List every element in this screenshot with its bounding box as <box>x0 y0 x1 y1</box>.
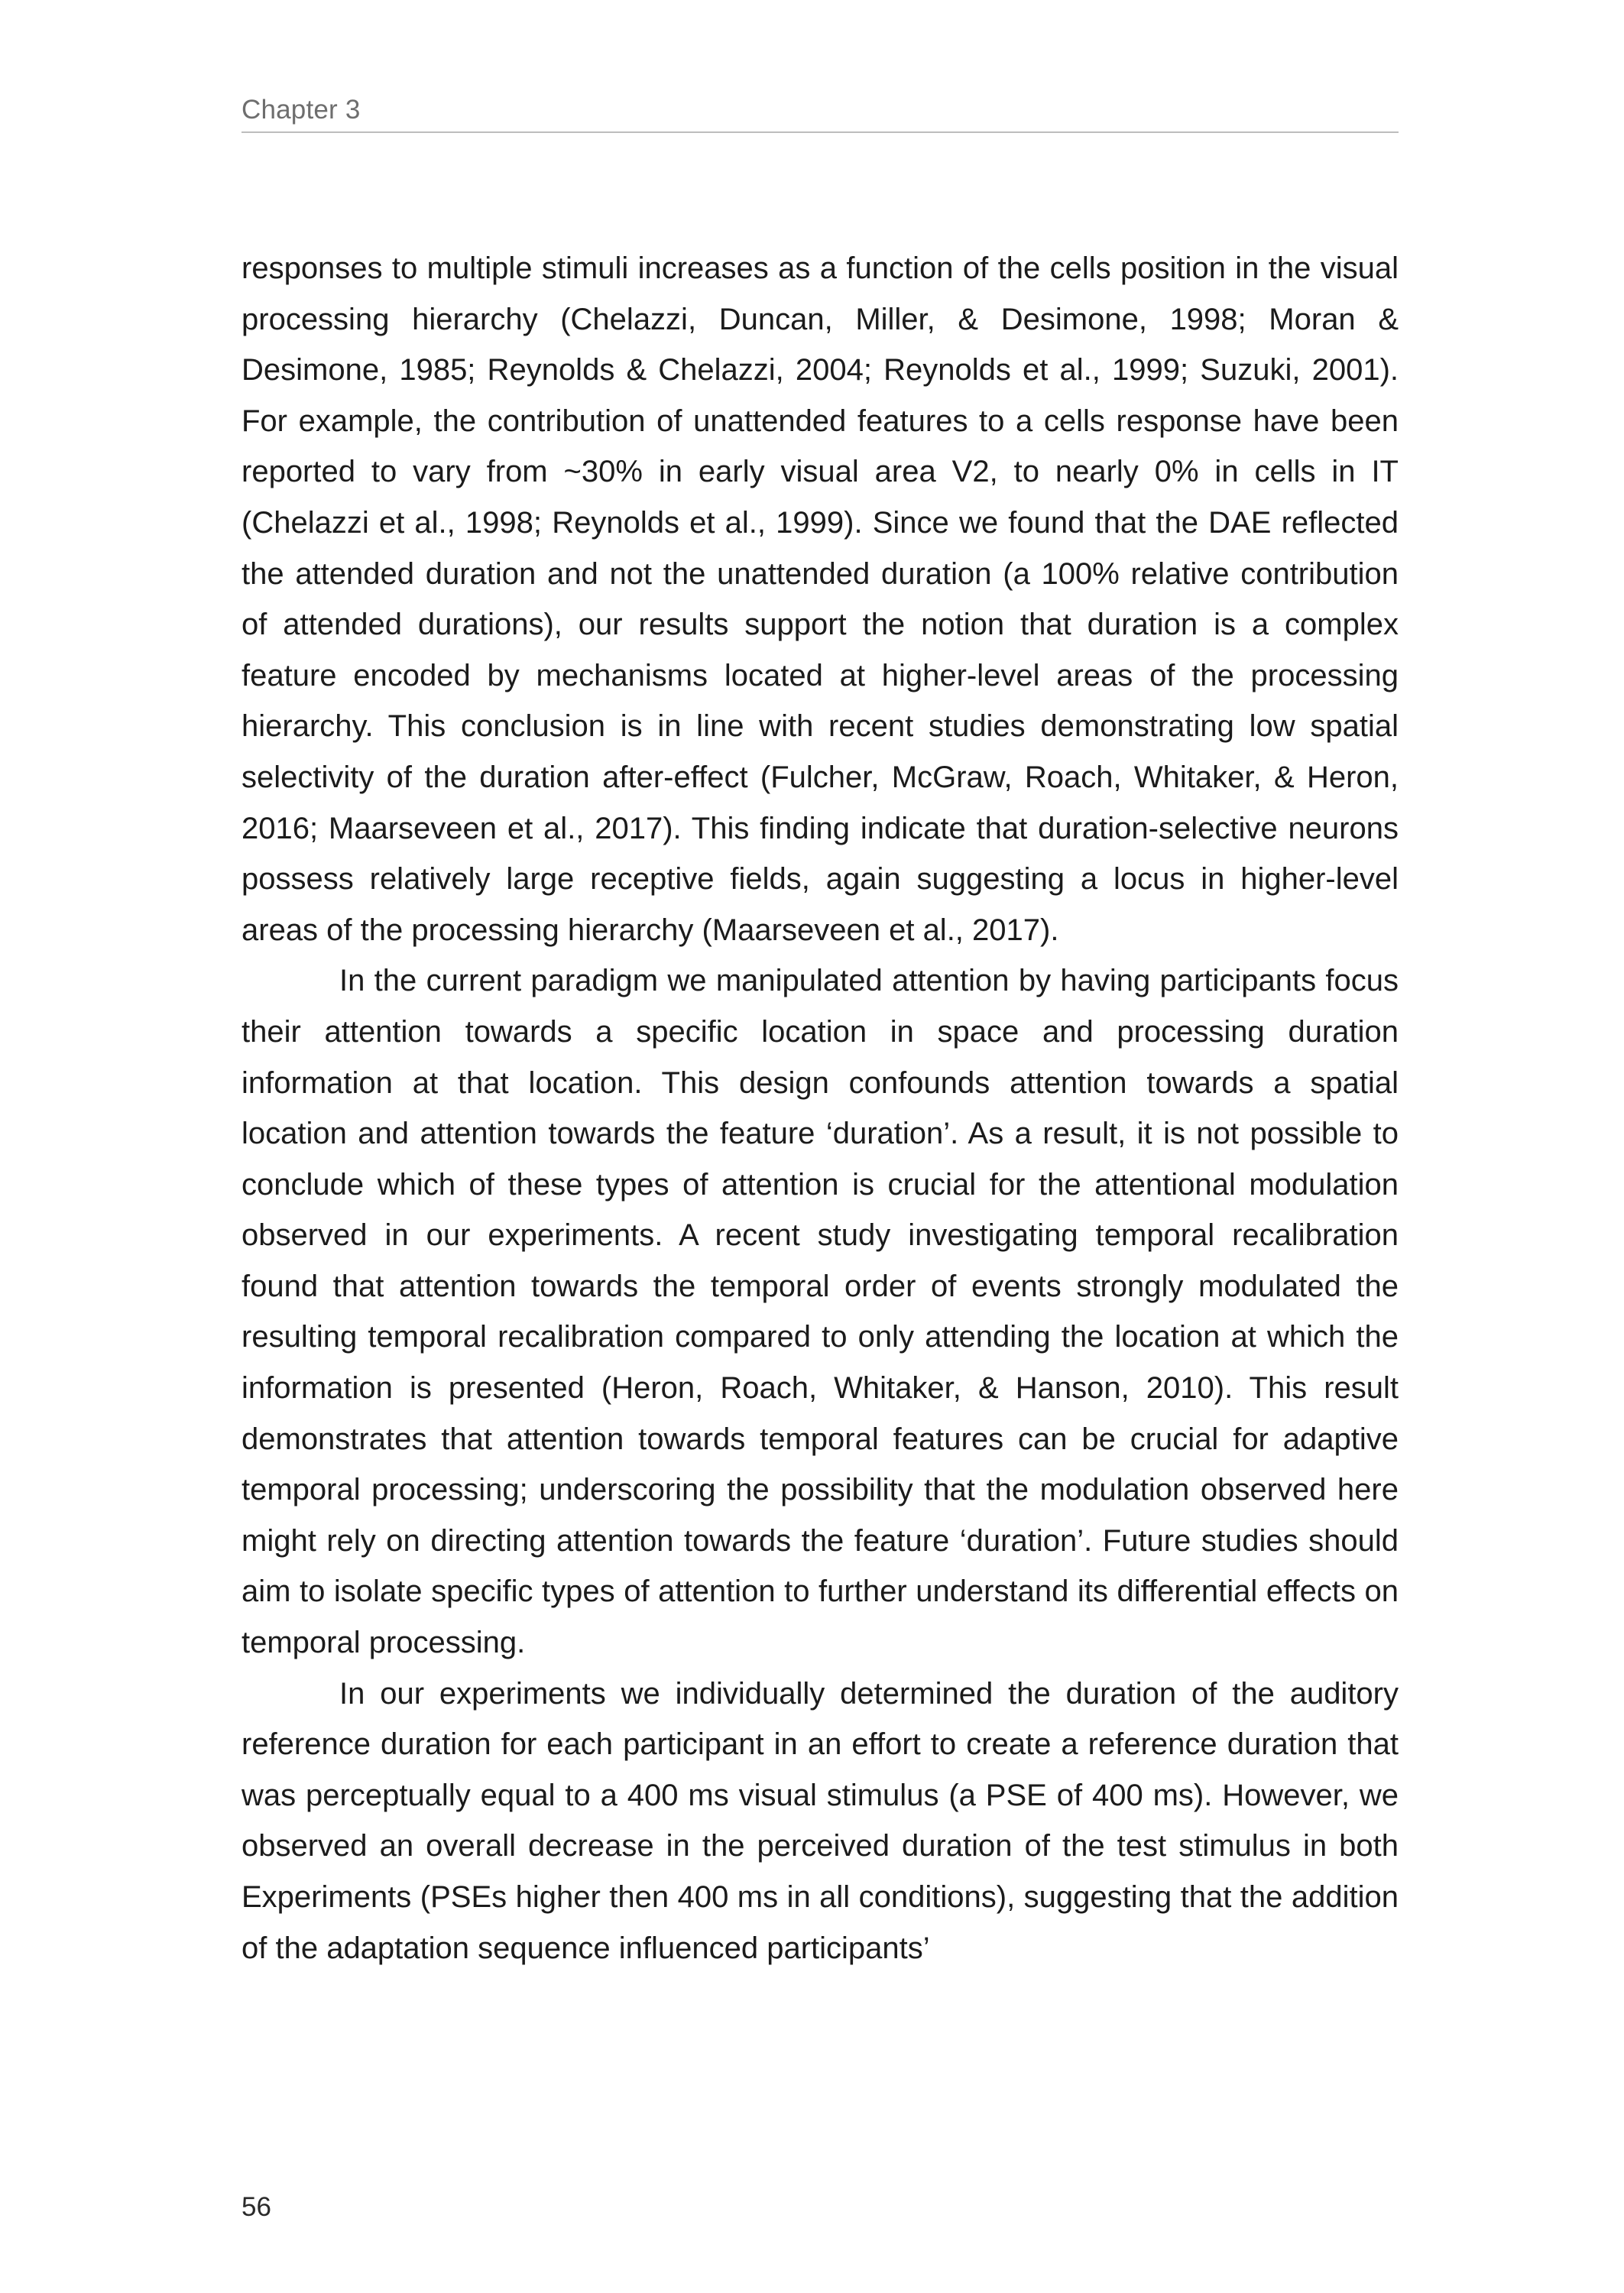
chapter-label: Chapter 3 <box>241 95 361 125</box>
paragraph-1: responses to multiple stimuli increases as a function of the cells position in the visual processing hierarchy (Chelazzi, Duncan, Miller, & Desimone, 1998; Moran & Desimone, 1985; Reynolds & Chelazzi, 2004; Reynolds et al., 1999; Suzuki, 2001). For example, the contribution of unattended features to a cells response have been reported to vary from ~30% in early visual area V2, to nearly 0% in cells in IT (Chelazzi et al., 1998; Reynolds et al., 1999). Since we found that the DAE reflected the attended duration and not the unattended duration (a 100% relative contribution of attended durations), our results support the notion that duration is a complex feature encoded by mechanisms located at higher-level areas of the processing hierarchy. This conclusion is in line with recent studies demonstrating low spatial selectivity of the duration after-effect (Fulcher, McGraw, Roach, Whitaker, & Heron, 2016; Maarseveen et al., 2017). This finding indicate that duration-selective neurons possess relatively large receptive fields, again suggesting a locus in higher-level areas of the processing hierarchy (Maarseveen et al., 2017). <box>241 251 1399 947</box>
running-header <box>241 93 1399 133</box>
paragraph-2: In the current paradigm we manipulated attention by having participants focus their attention towards a specific location in space and processing duration information at that location. This design confounds attention towards a spatial location and attention towards the feature ‘duration’. As a result, it is not possible to conclude which of these types of attention is crucial for the attentional modulation observed in our experiments. A recent study investigating temporal recalibration found that attention towards the temporal order of events strongly modulated the resulting temporal recalibration compared to only attending the location at which the information is presented (Heron, Roach, Whitaker, & Hanson, 2010). This result demonstrates that attention towards temporal features can be crucial for adaptive temporal processing; underscoring the possibility that the modulation observed here might rely on directing attention towards the feature ‘duration’. Future studies should aim to isolate specific types of attention to further understand its differential effects on temporal processing. <box>241 964 1399 1660</box>
paragraph-3: In our experiments we individually determined the duration of the auditory reference duration for each participant in an effort to create a reference duration that was perceptually equal to a 400 ms visual stimulus (a PSE of 400 ms). However, we observed an overall decrease in the perceived duration of the test stimulus in both Experiments (PSEs higher then 400 ms in all conditions), suggesting that the addition of the adaptation sequence influenced participants’ <box>241 1676 1399 1965</box>
page-number: 56 <box>241 2192 271 2222</box>
body-text <box>241 243 1399 1974</box>
